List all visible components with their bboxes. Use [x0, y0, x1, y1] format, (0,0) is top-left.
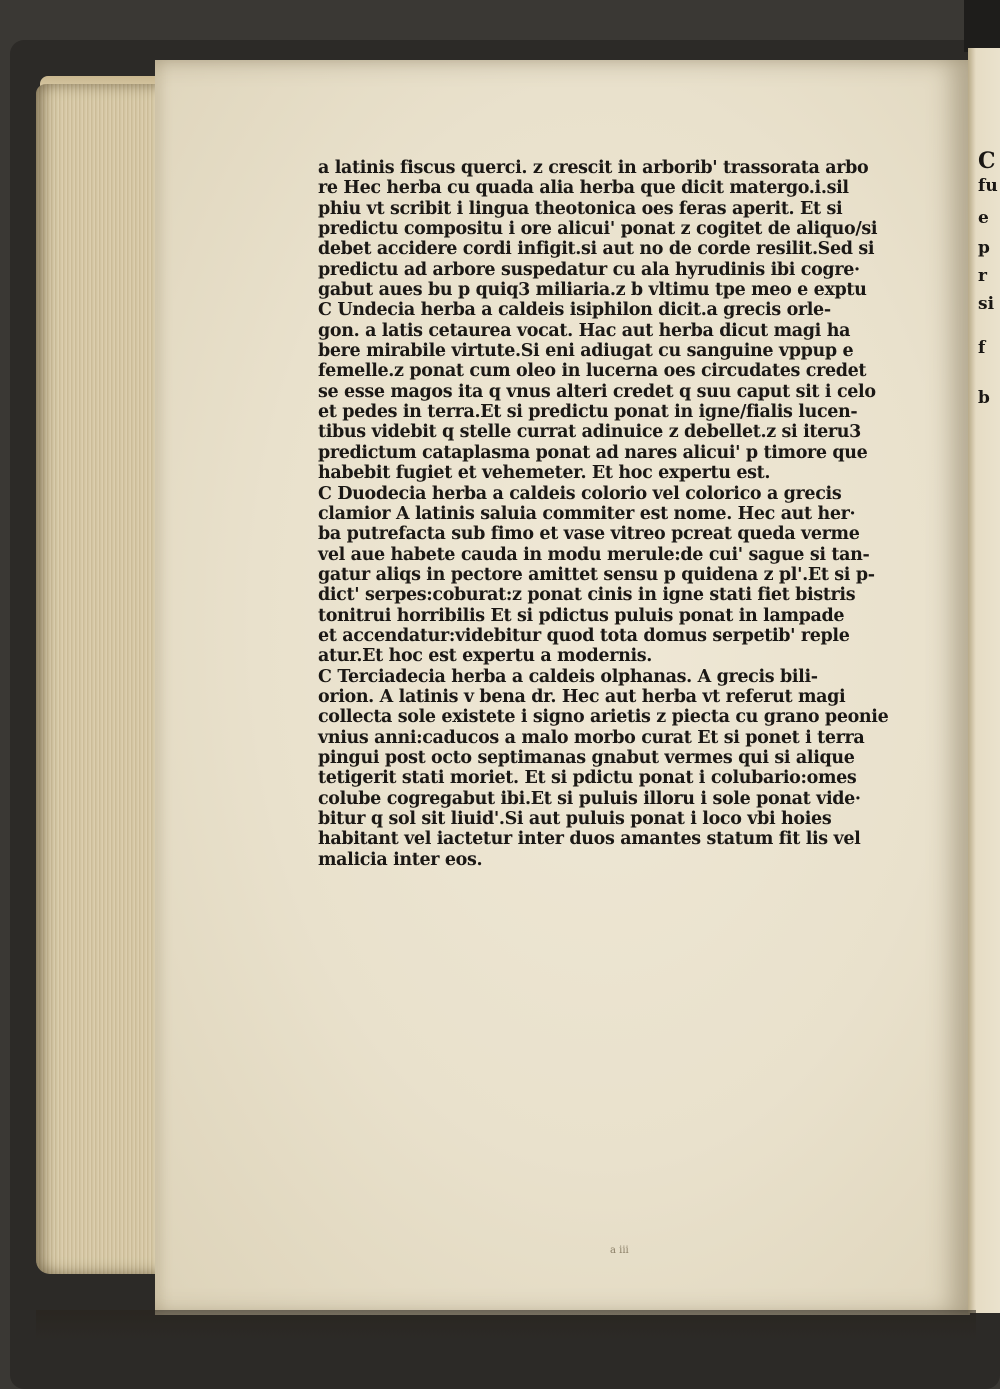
right-page-fragment: f — [978, 338, 986, 358]
text-block — [318, 158, 903, 870]
text-line: collecta sole existete i signo arietis z piecta cu grano peonie — [318, 707, 889, 728]
text-line: clamior A latinis saluia commiter est nome. Hec aut her· — [318, 503, 856, 524]
text-line: re Hec herba cu quada alia herba que dicit matergo.i.sil — [318, 178, 849, 199]
text-line: tonitrui horribilis Et si pdictus puluis ponat in lampade — [318, 605, 845, 626]
text-line: predictu ad arbore suspedatur cu ala hyrudinis ibi cogre· — [318, 259, 860, 280]
right-page-fragment: r — [978, 266, 987, 286]
text-line: orion. A latinis v bena dr. Hec aut herba vt referut magi — [318, 686, 846, 707]
text-line: gatur aliqs in pectore amittet sensu p quidena z pl'.Et si p- — [318, 564, 875, 585]
paragraph-start-line: C Undecia herba a caldeis isiphilon dicit.a grecis orle- — [318, 300, 831, 321]
text-line: gon. a latis cetaurea vocat. Hac aut herba dicut magi ha — [318, 320, 851, 341]
text-line: et accendatur:videbitur quod tota domus serpetib' reple — [318, 625, 850, 646]
text-line: gabut aues bu p quiq3 miliaria.z b vltimu tpe meo e exptu — [318, 280, 867, 301]
text-line: ba putrefacta sub fimo et vase vitreo pcreat queda verme — [318, 524, 860, 545]
text-line: malicia inter eos. — [318, 849, 483, 870]
text-line: dict' serpes:coburat:z ponat cinis in igne stati fiet bistris — [318, 585, 856, 606]
page-edges — [36, 84, 162, 1274]
right-page-fragment: b — [978, 388, 990, 408]
text-line: a latinis fiscus querci. z crescit in arborib' trassorata arbo — [318, 158, 869, 178]
right-page-edge — [968, 48, 1000, 1313]
text-line: femelle.z ponat cum oleo in lucerna oes circudates credet — [318, 361, 867, 382]
text-line: tetigerit stati moriet. Et si pdictu ponat i colubario:omes — [318, 768, 857, 789]
text-line: vel aue habete cauda in modu merule:de cui' sague si tan- — [318, 544, 870, 565]
text-line: atur.Et hoc est expertu a modernis. — [318, 646, 653, 667]
paragraph-start-line: C Terciadecia herba a caldeis olphanas. A grecis bili- — [318, 666, 818, 687]
text-line: predictum cataplasma ponat ad nares alicui' p timore que — [318, 442, 868, 463]
text-line: habitant vel iactetur inter duos amantes statum fit lis vel — [318, 829, 861, 850]
text-line: bitur q sol sit liuid'.Si aut puluis ponat i loco vbi hoies — [318, 809, 832, 829]
text-line: debet accidere cordi infigit.si aut no de corde resilit.Sed si — [318, 239, 875, 260]
signature-mark: a iii — [610, 1245, 629, 1256]
text-line: pingui post octo septimanas gnabut vermes qui si alique — [318, 747, 855, 768]
text-line: predictu compositu i ore alicui' ponat z cogitet de aliquo/si — [318, 219, 878, 240]
right-page-fragment: si — [978, 294, 995, 314]
text-line: vnius anni:caducos a malo morbo curat Et si ponet i terra — [318, 727, 865, 748]
text-line: se esse magos ita q vnus alteri credet q suu caput sit i celo — [318, 381, 876, 402]
text-line: tibus videbit q stelle currat adinuice z debellet.z si iteru3 — [318, 422, 861, 443]
cover-corner — [964, 0, 1000, 52]
text-line: habebit fugiet et vehemeter. Et hoc expertu est. — [318, 463, 771, 484]
text-line: colube cogregabut ibi.Et si puluis illoru i sole ponat vide· — [318, 788, 861, 809]
bottom-shadow — [36, 1310, 976, 1340]
text-line: phiu vt scribit i lingua theotonica oes feras aperit. Et si — [318, 198, 843, 219]
right-page-fragment: e — [978, 208, 989, 228]
text-line: bere mirabile virtute.Si eni adiugat cu sanguine vppup e — [318, 341, 854, 362]
right-page-fragment: p — [978, 238, 990, 258]
right-page-fragment: fu — [978, 176, 998, 196]
text-line: et pedes in terra.Et si predictu ponat in igne/fialis lucen- — [318, 402, 858, 423]
right-page-fragment: C — [978, 148, 996, 174]
paragraph-start-line: C Duodecia herba a caldeis colorio vel colorico a grecis — [318, 483, 842, 504]
